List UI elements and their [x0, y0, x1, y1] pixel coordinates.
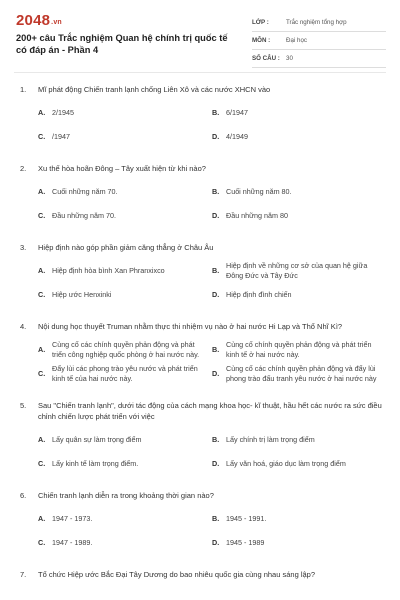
answer-option[interactable]	[212, 206, 386, 226]
answer-option[interactable]	[38, 454, 212, 474]
option-letter: A.	[38, 108, 46, 117]
option-letter: D.	[212, 211, 220, 220]
option-text: Cuối những năm 70.	[52, 187, 118, 196]
option-text: Lấy quân sự làm trọng điểm	[52, 435, 142, 444]
answer-option[interactable]	[212, 430, 386, 450]
option-letter: B.	[212, 345, 220, 354]
header-divider	[14, 72, 386, 73]
option-text: Lấy chính trị làm trọng điểm	[226, 435, 315, 444]
option-text: Hiệp định hòa bình Xan Phranxixco	[52, 266, 165, 275]
option-text: 1947 - 1973.	[52, 514, 93, 523]
option-letter: D.	[212, 459, 220, 468]
option-letter: C.	[38, 290, 46, 299]
option-letter: A.	[38, 345, 46, 354]
option-text: Đầu những năm 80	[226, 211, 288, 220]
option-text: Hiệp ước Henxinki	[52, 290, 112, 299]
question-number: 1.	[20, 85, 27, 94]
answer-option[interactable]	[38, 206, 212, 226]
option-text: Cuối những năm 80.	[226, 187, 292, 196]
answer-option[interactable]	[212, 127, 386, 147]
meta-label: MÔN :	[252, 37, 271, 44]
option-text: 1947 - 1989.	[52, 538, 93, 547]
option-text: Hiệp định về những cơ sở của quan hệ giữa Đông Đức và Tây Đức	[226, 261, 368, 280]
option-letter: B.	[212, 514, 220, 523]
option-text: 1945 - 1991.	[226, 514, 267, 523]
answer-option[interactable]	[38, 533, 212, 553]
meta-label: LỚP :	[252, 19, 269, 26]
question-line	[14, 242, 386, 253]
option-letter: B.	[212, 108, 220, 117]
question-line	[14, 569, 386, 580]
site-logo[interactable]	[16, 12, 62, 29]
option-letter: C.	[38, 211, 46, 220]
logo-suffix: .vn	[51, 19, 62, 26]
question-text: Mĩ phát động Chiến tranh lạnh chống Liên Xô và các nước XHCN vào	[38, 85, 271, 94]
option-text: Lấy kinh tế làm trọng điểm.	[52, 459, 139, 468]
answer-option[interactable]	[212, 103, 386, 123]
meta-row-class	[252, 14, 386, 32]
question-item	[14, 400, 386, 478]
meta-value: Trắc nghiệm tổng hợp	[286, 19, 347, 26]
option-letter: C.	[38, 538, 46, 547]
option-text: Lấy văn hoá, giáo dục làm trọng điểm	[226, 459, 346, 468]
answer-option[interactable]	[212, 285, 386, 305]
answer-option[interactable]	[38, 364, 212, 384]
answer-option[interactable]	[38, 127, 212, 147]
answer-option[interactable]	[38, 182, 212, 202]
answer-options	[14, 182, 386, 230]
option-letter: D.	[212, 538, 220, 547]
question-line	[14, 400, 386, 422]
option-text: Đẩy lùi các phong trào yêu nước và phát triển kinh tế của hai nước này.	[52, 364, 198, 383]
option-text: Củng cố các chính quyền phản động và đẩy lùi phong trào đấu tranh yêu nước ở hai nước này	[226, 364, 377, 383]
answer-option[interactable]	[212, 509, 386, 529]
question-item	[14, 321, 386, 388]
logo-text: 2048	[16, 12, 51, 29]
question-number: 2.	[20, 164, 27, 173]
option-text: Củng cố chính quyền phản động và phát triển kinh tế ở hai nước này.	[226, 340, 372, 359]
meta-row-subject	[252, 32, 386, 50]
question-line	[14, 163, 386, 174]
answer-option[interactable]	[38, 285, 212, 305]
option-letter: C.	[38, 459, 46, 468]
option-letter: A.	[38, 514, 46, 523]
answer-option[interactable]	[38, 103, 212, 123]
question-line	[14, 490, 386, 501]
answer-option[interactable]	[212, 533, 386, 553]
question-number: 5.	[20, 401, 27, 410]
option-letter: B.	[212, 187, 220, 196]
question-item	[14, 569, 386, 580]
answer-option[interactable]	[38, 261, 212, 281]
meta-table	[252, 14, 386, 68]
question-item	[14, 490, 386, 557]
question-item	[14, 84, 386, 151]
option-letter: B.	[212, 435, 220, 444]
answer-option[interactable]	[38, 340, 212, 360]
question-line	[14, 321, 386, 332]
question-number: 7.	[20, 570, 27, 579]
option-letter: A.	[38, 435, 46, 444]
meta-label: SỐ CÂU :	[252, 55, 280, 62]
question-number: 6.	[20, 491, 27, 500]
option-text: Hiệp định đình chiến	[226, 290, 292, 299]
meta-value: 30	[286, 55, 293, 62]
option-letter: C.	[38, 132, 46, 141]
question-text: Sau "Chiến tranh lạnh", dưới tác động của cách mạng khoa học- kĩ thuật, hầu hết các nước ra sức điều chỉnh chiến lược phát triển với việc	[38, 401, 382, 421]
question-text: Tổ chức Hiệp ước Bắc Đại Tây Dương do bao nhiêu quốc gia cùng nhau sáng lập?	[38, 570, 316, 579]
answer-option[interactable]	[212, 261, 386, 281]
answer-options	[14, 261, 386, 309]
answer-option[interactable]	[212, 340, 386, 360]
question-number: 3.	[20, 243, 27, 252]
option-text: 6/1947	[226, 108, 248, 117]
answer-option[interactable]	[212, 454, 386, 474]
answer-option[interactable]	[212, 182, 386, 202]
question-item	[14, 242, 386, 309]
option-text: /1947	[52, 132, 70, 141]
option-letter: D.	[212, 132, 220, 141]
option-letter: A.	[38, 187, 46, 196]
question-line	[14, 84, 386, 95]
answer-options	[14, 509, 386, 557]
option-letter: B.	[212, 266, 220, 275]
option-text: 4/1949	[226, 132, 248, 141]
document-title: 200+ câu Trắc nghiệm Quan hệ chính trị quốc tế có đáp án - Phần 4	[16, 33, 228, 55]
question-text: Chiến tranh lạnh diễn ra trong khoảng thời gian nào?	[38, 491, 214, 500]
option-text: 1945 - 1989	[226, 538, 265, 547]
answer-options	[14, 430, 386, 478]
question-text: Nội dung học thuyết Truman nhằm thực thi nhiệm vụ nào ở hai nước Hi Lạp và Thổ Nhĩ Kì?	[38, 322, 343, 331]
answer-option[interactable]	[212, 364, 386, 384]
option-text: Củng cố các chính quyền phản động và phát triển công nghiệp quốc phòng ở hai nước này.	[52, 340, 200, 359]
meta-row-count	[252, 50, 386, 68]
answer-options	[14, 340, 386, 388]
question-text: Xu thế hòa hoãn Đông – Tây xuất hiện từ khi nào?	[38, 164, 206, 173]
option-text: 2/1945	[52, 108, 74, 117]
option-letter: D.	[212, 290, 220, 299]
answer-option[interactable]	[38, 509, 212, 529]
answer-option[interactable]	[38, 430, 212, 450]
option-text: Đầu những năm 70.	[52, 211, 116, 220]
question-text: Hiệp định nào góp phần giảm căng thẳng ở Châu Âu	[38, 243, 214, 252]
question-list	[14, 76, 386, 592]
meta-value: Đại học	[286, 37, 307, 44]
answer-options	[14, 103, 386, 151]
question-item	[14, 163, 386, 230]
page-header	[14, 8, 386, 68]
question-number: 4.	[20, 322, 27, 331]
option-letter: D.	[212, 369, 220, 378]
option-letter: C.	[38, 369, 46, 378]
option-letter: A.	[38, 266, 46, 275]
